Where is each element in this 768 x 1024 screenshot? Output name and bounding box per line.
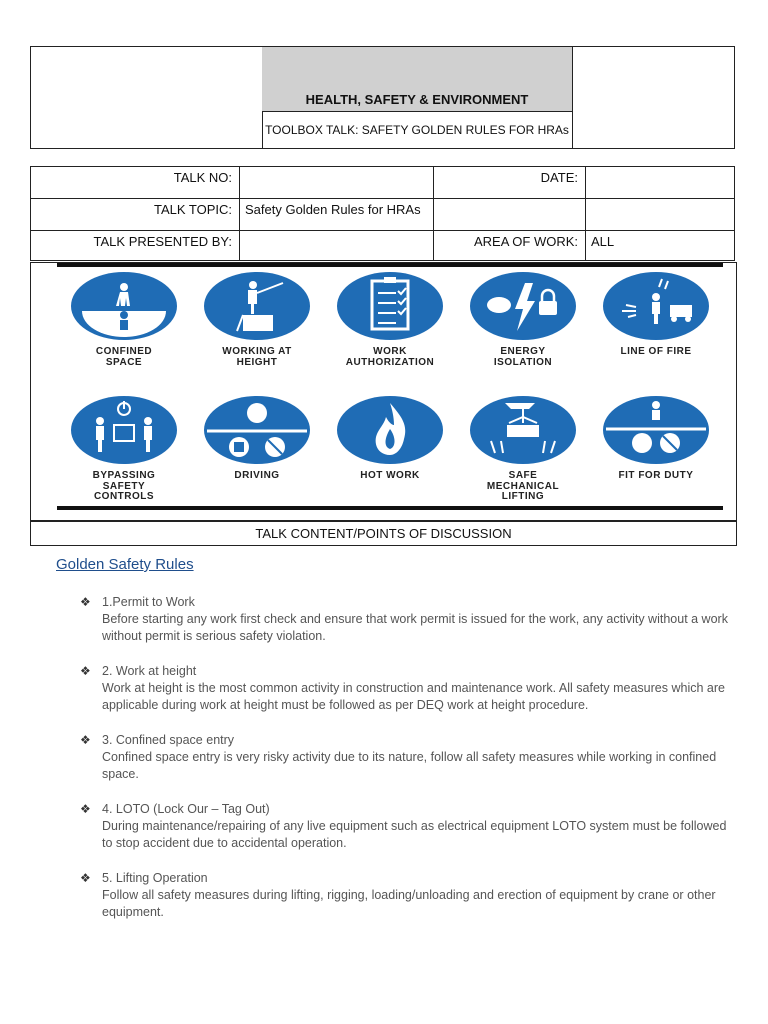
rule-title: 2. Work at height [102,664,197,678]
talk-topic-value: Safety Golden Rules for HRAs [245,202,421,217]
icon-tile [458,271,588,368]
caption-line: SPACE [105,356,143,368]
icon-tile [325,271,455,368]
talk-content-header: TALK CONTENT/POINTS OF DISCUSSION [30,521,737,546]
diamond-bullet-icon: ❖ [80,871,91,885]
column-divider [585,167,586,260]
caption-line: CONTROLS [93,491,155,502]
caption-line: AUTHORIZATION [345,356,435,368]
rule-body: During maintenance/repairing of any live equipment such as electrical equipment LOTO system must be followed to stop accident due to accidental operation. [102,819,727,850]
icon-tile [192,395,322,482]
presented-by-label: TALK PRESENTED BY: [93,234,232,249]
header-grey-band [262,47,572,90]
date-value [591,167,731,198]
talk-info-table [30,166,735,261]
icon-tile [325,395,455,482]
rule-title: 5. Lifting Operation [102,871,208,885]
fit-for-duty-icon [602,395,710,465]
golden-rules-icon-panel [30,262,737,521]
talk-no-label: TALK NO: [173,170,232,185]
panel-bottom-bar [57,506,723,510]
list-item [80,663,735,714]
area-of-work-value: ALL [591,234,615,249]
caption-line: CONFINED [95,346,153,357]
icon-caption [458,347,588,368]
line-of-fire-icon [602,271,710,341]
rule-title: 1.Permit to Work [102,595,195,609]
icon-caption [192,471,322,482]
icon-tile [591,271,721,358]
hot-work-icon [336,395,444,465]
caption-line: DRIVING [234,470,280,481]
icon-caption [325,471,455,482]
safe-mechanical-lifting-icon [469,395,577,465]
diamond-bullet-icon: ❖ [80,733,91,747]
caption-line: SAFE [508,470,538,481]
rule-body: Work at height is the most common activity in construction and maintenance work. All safety measures which are applicable during work at height must be followed as per DEQ work at height procedure. [102,681,725,712]
driving-icon [203,395,311,465]
date-label: DATE: [540,170,578,185]
rule-title: 4. LOTO (Lock Our – Tag Out) [102,802,270,816]
caption-line: HEIGHT [236,356,278,368]
icon-tile [591,395,721,482]
icon-tile [192,271,322,368]
caption-line: WORK [373,346,407,357]
caption-line: MECHANICAL [486,480,560,492]
icon-caption [59,347,189,368]
header-divider-right [572,47,573,148]
org-title: HEALTH, SAFETY & ENVIRONMENT [262,89,572,112]
list-item [80,594,735,645]
caption-line: SAFETY [102,480,146,492]
bypassing-safety-controls-icon [70,395,178,465]
caption-line: WORKING AT [222,346,292,357]
rule-body: Follow all safety measures during lifting, rigging, loading/unloading and erection of equipment by crane or other equipment. [102,888,716,919]
confined-space-icon [70,271,178,341]
presented-by-value [245,231,430,262]
caption-line: LINE OF FIRE [620,346,692,357]
icon-caption [192,347,322,368]
rule-body: Confined space entry is very risky activity due to its nature, follow all safety measures while working in confined space. [102,750,717,781]
list-item [80,732,735,783]
caption-line: LIFTING [501,491,545,502]
icon-caption [458,471,588,503]
diamond-bullet-icon: ❖ [80,595,91,609]
icon-tile [458,395,588,503]
energy-isolation-icon [469,271,577,341]
caption-line: ENERGY [500,346,546,357]
section-title: Golden Safety Rules [56,556,194,573]
talk-no-value [245,167,430,198]
header-block [30,46,735,149]
icon-tile [59,395,189,503]
work-authorization-icon [336,271,444,341]
caption-line: HOT WORK [360,470,420,481]
icon-caption [59,471,189,503]
working-at-height-icon [203,271,311,341]
list-item [80,801,735,852]
rules-list [80,594,735,939]
column-divider [239,167,240,260]
icon-caption [325,347,455,368]
diamond-bullet-icon: ❖ [80,664,91,678]
panel-top-bar [57,263,723,267]
list-item [80,870,735,921]
icon-caption [591,347,721,358]
document-title: TOOLBOX TALK: SAFETY GOLDEN RULES FOR HRAs [265,123,569,137]
icon-tile [59,271,189,368]
icon-caption [591,471,721,482]
caption-line: FIT FOR DUTY [618,470,694,481]
caption-line: ISOLATION [493,356,553,368]
caption-line: BYPASSING [92,470,156,481]
area-of-work-label: AREA OF WORK: [473,234,578,249]
rule-title: 3. Confined space entry [102,733,235,747]
talk-topic-label: TALK TOPIC: [153,202,232,217]
rule-body: Before starting any work first check and ensure that work permit is issued for the work, any activity without a work without permit is serious safety violation. [102,612,728,643]
diamond-bullet-icon: ❖ [80,802,91,816]
